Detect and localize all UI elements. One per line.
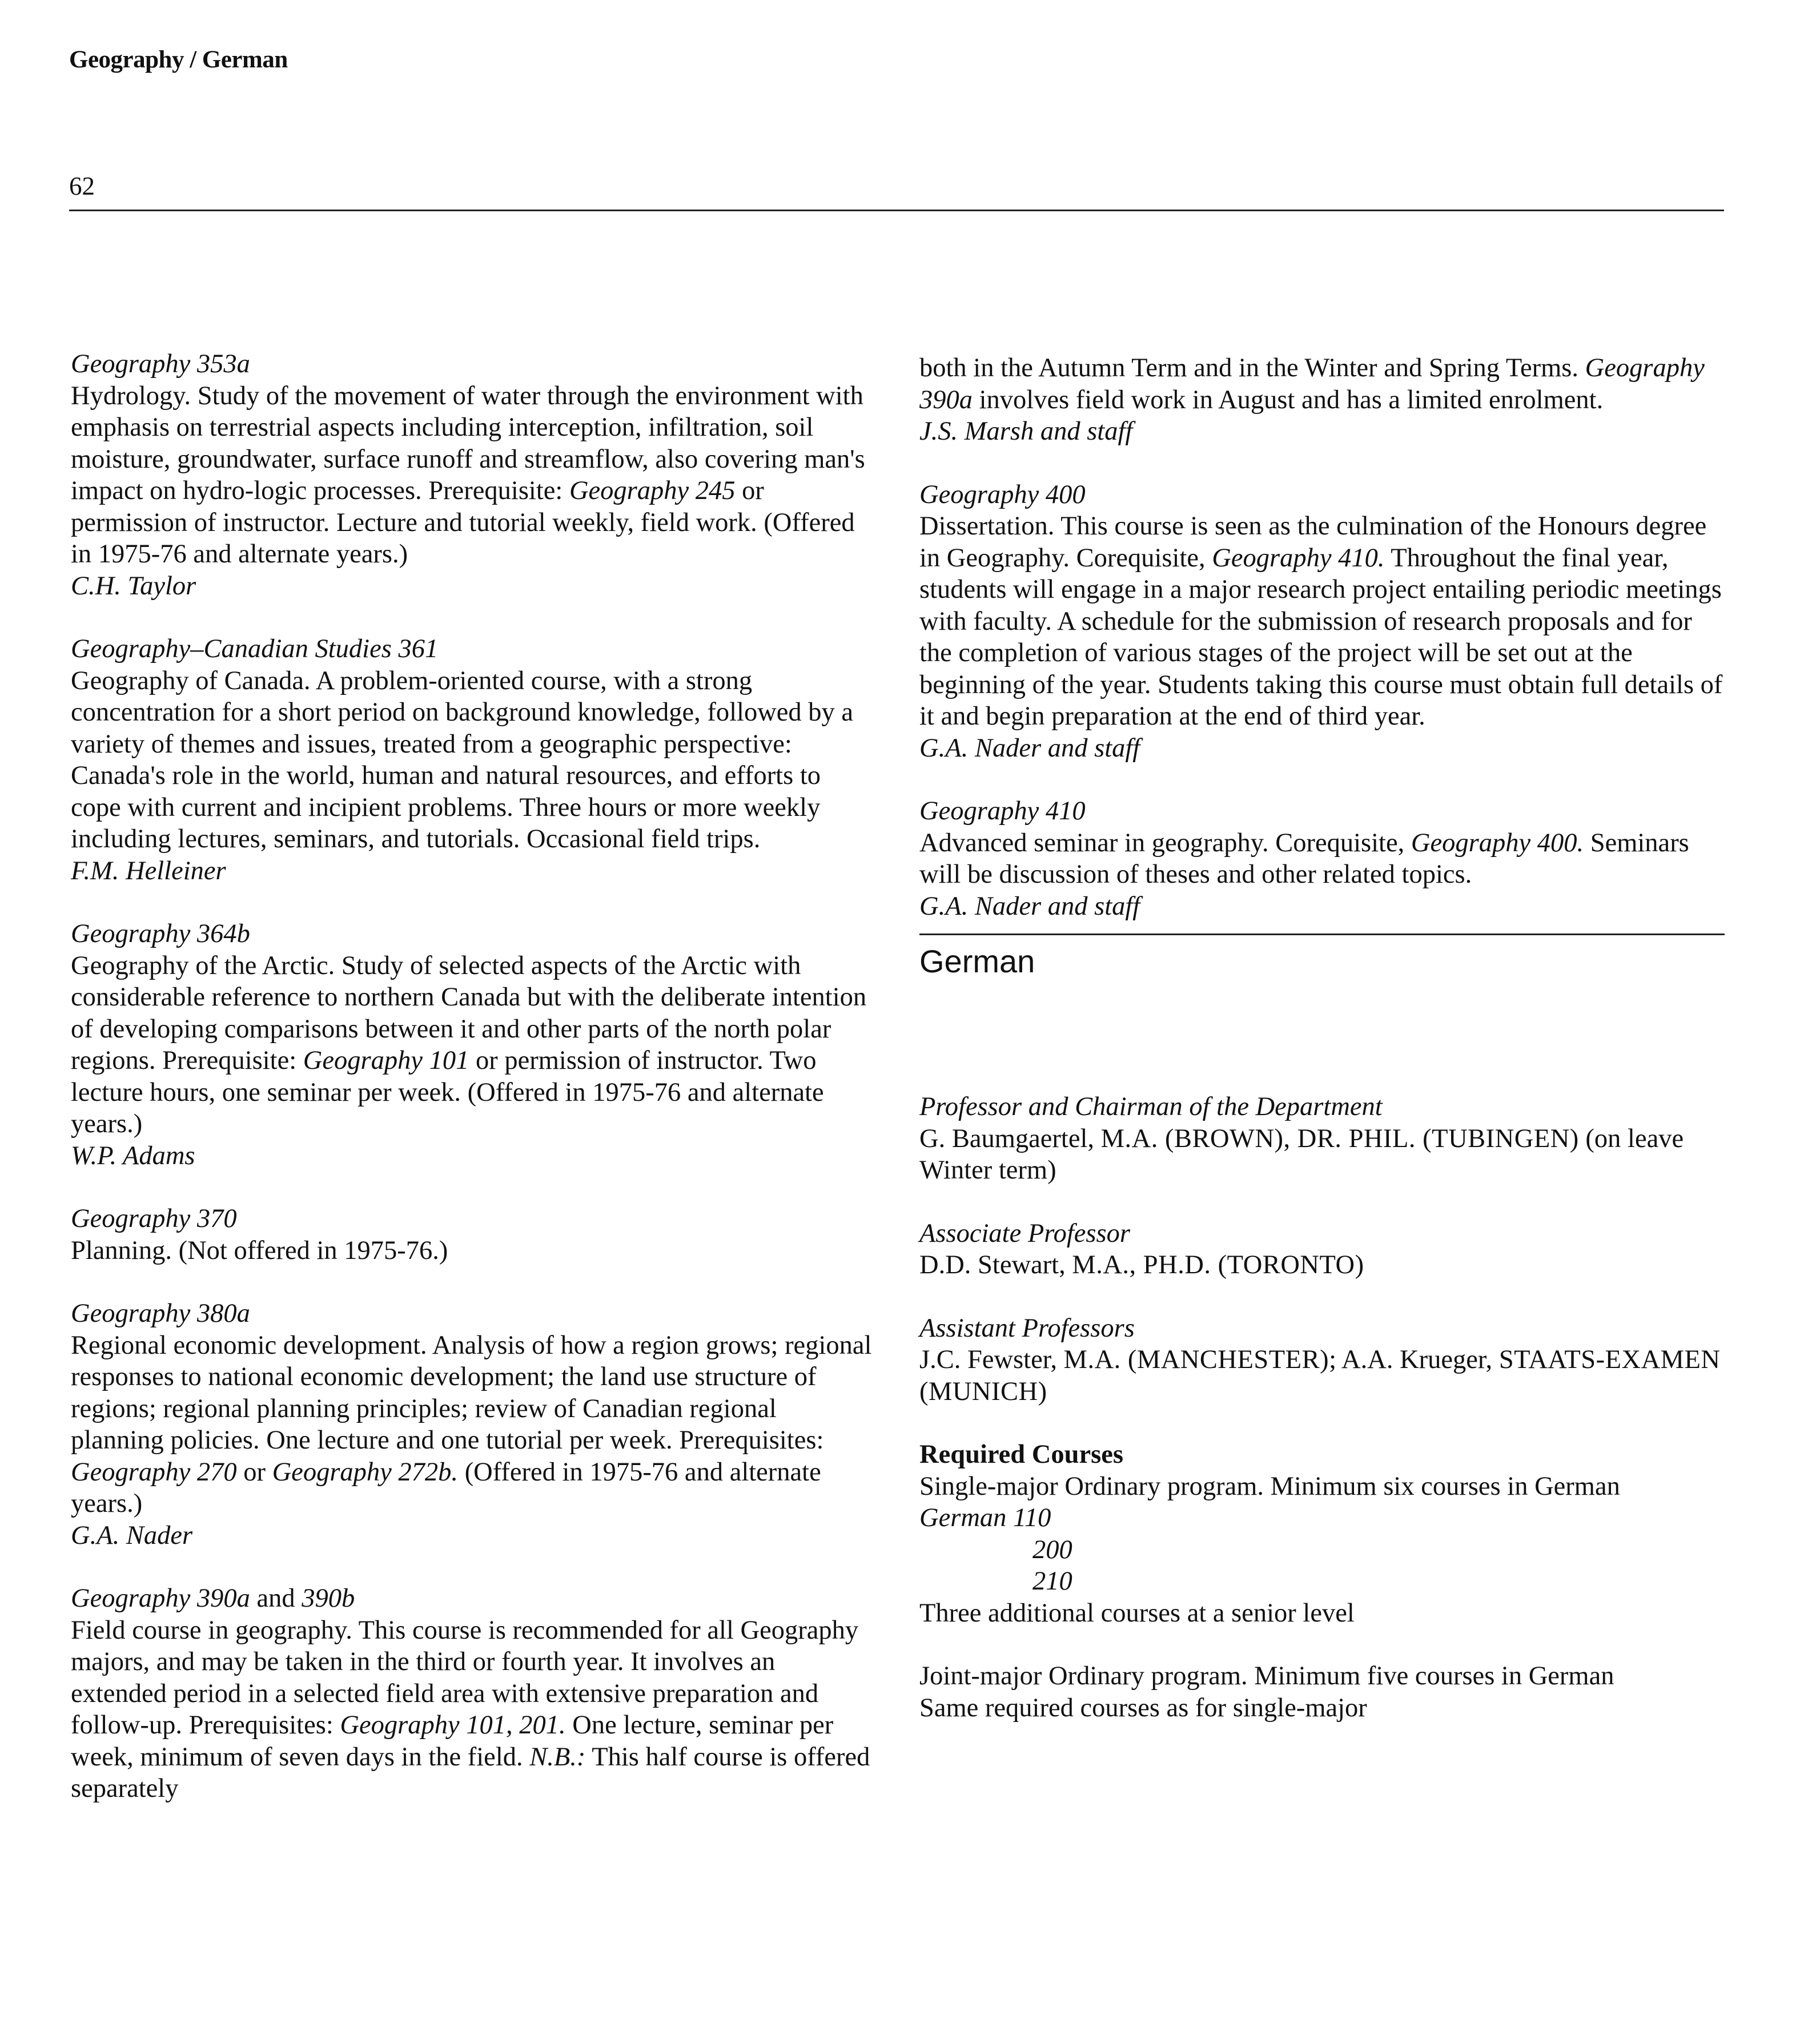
description-text: One lecture, seminar per week, minimum of seven days in the field. xyxy=(71,1711,834,1772)
course-reference: Geography 270 xyxy=(71,1457,237,1487)
header-rule xyxy=(69,210,1724,211)
faculty-credentials: STAATS-EXAMEN (MUNICH) xyxy=(919,1345,1721,1406)
additional-courses-text: Three additional courses at a senior level xyxy=(919,1598,1355,1628)
description-text: Hydrology. Study of the movement of water through the environment with emphasis on terrestrial aspects including interception, infiltration, soil moisture, groundwater, surface runoff and streamflow, also covering man's impact on hydro-logic processes. Prerequisite: xyxy=(71,381,865,505)
course-title: Geography–Canadian Studies 361 xyxy=(71,634,439,663)
course-entry-390 xyxy=(71,1583,876,1805)
course-description xyxy=(919,352,1725,416)
course-title xyxy=(71,1583,876,1615)
course-description xyxy=(71,380,876,570)
description-text: or permission of instructor. Lecture and tutorial weekly, field work. (Offered in 1975-76 and alternate years.) xyxy=(71,476,855,569)
instructor: G.A. Nader xyxy=(71,1520,193,1550)
course-description xyxy=(71,950,876,1140)
joint-major-text: Joint-major Ordinary program. Minimum five courses in German xyxy=(919,1661,1614,1691)
faculty-role: Associate Professor xyxy=(919,1218,1130,1248)
course-description xyxy=(919,510,1725,733)
course-description: Geography of Canada. A problem-oriented course, with a strong concentration for a short period on background knowledge, followed by a variety of themes and issues, treated from a geographic perspective: Canada's role in the world, human and natural resources, and efforts to cope with current and incipient problems. Three hours or more weekly including lectures, seminars, and tutorials. Occasional field trips. xyxy=(71,666,854,854)
description-text: or xyxy=(236,1457,272,1487)
course-title: Geography 370 xyxy=(71,1204,237,1233)
same-required-text: Same required courses as for single-major xyxy=(919,1693,1367,1723)
description-text: (Offered in 1975-76 and alternate years.) xyxy=(71,1457,821,1518)
course-description xyxy=(71,1330,876,1520)
description-text: Regional economic development. Analysis of how a region grows; regional responses to national economic development; the land use structure of regions; regional planning principles; review of Canadian regional planning policies. One lecture and one tutorial per week. Prerequisites: xyxy=(71,1330,872,1455)
instructor: G.A. Nader and staff xyxy=(919,891,1140,921)
faculty-note: (on leave Winter term) xyxy=(919,1124,1684,1185)
description-text: Dissertation. This course is seen as the culmination of the Honours degree in Geography. Corequisite, xyxy=(919,512,1707,573)
course-entry-370 xyxy=(71,1203,876,1266)
course-title: Geography 364b xyxy=(71,919,250,948)
required-courses xyxy=(919,1439,1725,1629)
course-entry-400 xyxy=(919,479,1725,765)
description-text: Geography of the Arctic. Study of selected aspects of the Arctic with considerable reference to northern Canada but with the deliberate intention of developing comparisons between it and other parts of the north polar regions. Prerequisite: xyxy=(71,951,867,1075)
course-list-item: German 110 xyxy=(919,1503,1051,1532)
course-reference: Geography 410. xyxy=(1212,543,1385,573)
faculty-role: Assistant Professors xyxy=(919,1313,1135,1343)
course-entry-353a xyxy=(71,348,876,602)
course-reference: Geography 245 xyxy=(569,476,736,505)
course-list-item: 200 xyxy=(1032,1535,1072,1564)
description-text: or permission of instructor. Two lecture hours, one seminar per week. (Offered in 1975-76 and alternate years.) xyxy=(71,1046,824,1138)
description-text: Advanced seminar in geography. Corequisite, xyxy=(919,828,1411,858)
faculty-credentials: M.A., PH.D. (TORONTO) xyxy=(1072,1250,1364,1279)
course-reference: Geography 272b. xyxy=(272,1457,459,1487)
course-entry-390-continued xyxy=(919,352,1725,448)
faculty-credentials: M.A. (MANCHESTER) xyxy=(1063,1345,1329,1374)
joint-major xyxy=(919,1660,1725,1724)
instructor: C.H. Taylor xyxy=(71,571,196,601)
instructor: W.P. Adams xyxy=(71,1141,195,1170)
course-title: Geography 353a xyxy=(71,349,250,379)
course-entry-380a xyxy=(71,1298,876,1551)
course-title: Geography 380a xyxy=(71,1299,250,1328)
instructor: F.M. Helleiner xyxy=(71,856,226,886)
faculty-name: G. Baumgaertel, xyxy=(919,1124,1101,1153)
faculty-name: D.D. Stewart, xyxy=(919,1250,1072,1279)
course-title-a: Geography 390a xyxy=(71,1584,250,1613)
page-number: 62 xyxy=(69,172,95,200)
right-column xyxy=(919,352,1725,1755)
faculty-chair xyxy=(919,1091,1725,1186)
course-title: Geography 410 xyxy=(919,796,1086,826)
course-description xyxy=(71,1615,876,1805)
faculty-name: ; A.A. Krueger, xyxy=(1329,1345,1499,1374)
course-description xyxy=(919,827,1725,891)
description-text: Field course in geography. This course is recommended for all Geography majors, and may be taken in the third or fourth year. It involves an extended period in a selected field area with extensive preparation and follow-up. Prerequisites: xyxy=(71,1615,859,1740)
faculty-associate xyxy=(919,1218,1725,1281)
course-reference: Geography 400. xyxy=(1411,828,1584,858)
left-column xyxy=(71,348,876,1836)
single-major-text: Single-major Ordinary program. Minimum six courses in German xyxy=(919,1471,1620,1501)
faculty-credentials: M.A. (BROWN), DR. PHIL. (TUBINGEN) xyxy=(1100,1124,1579,1153)
course-list-item: 210 xyxy=(1032,1567,1072,1596)
course-title: Geography 400 xyxy=(919,480,1086,509)
faculty-role: Professor and Chairman of the Department xyxy=(919,1092,1383,1121)
course-title-b: 390b xyxy=(302,1584,355,1613)
course-reference: Geography 390a xyxy=(919,353,1705,415)
course-description: Planning. (Not offered in 1975-76.) xyxy=(71,1236,448,1265)
description-text: Seminars will be discussion of theses and other related topics. xyxy=(919,828,1689,889)
course-entry-361 xyxy=(71,633,876,887)
description-text: both in the Autumn Term and in the Winter and Spring Terms. xyxy=(919,353,1585,383)
course-entry-364b xyxy=(71,918,876,1172)
faculty-assistant xyxy=(919,1313,1725,1408)
section-heading-german: German xyxy=(919,943,1035,979)
course-reference: Geography 101 xyxy=(303,1046,469,1075)
running-head: Geography / German xyxy=(69,46,288,73)
required-courses-heading: Required Courses xyxy=(919,1440,1123,1469)
description-text: This half course is offered separately xyxy=(71,1742,870,1803)
faculty-name: J.C. Fewster, xyxy=(919,1345,1064,1374)
instructor: J.S. Marsh and staff xyxy=(919,417,1133,446)
course-reference: Geography 101, 201. xyxy=(340,1711,566,1740)
course-title-and: and xyxy=(250,1584,302,1613)
description-text: Throughout the final year, students will engage in a major research project entailing periodic meetings with faculty. A schedule for the submission of research proposals and for the completion of various stages of the project will be set out at the beginning of the year. Students taking this course must obtain full details of it and begin preparation at the end of third year. xyxy=(919,543,1723,731)
course-entry-410 xyxy=(919,795,1725,922)
description-text: involves field work in August and has a limited enrolment. xyxy=(973,385,1604,415)
nota-bene: N.B.: xyxy=(529,1742,586,1772)
section-rule xyxy=(919,934,1725,935)
instructor: G.A. Nader and staff xyxy=(919,733,1140,763)
